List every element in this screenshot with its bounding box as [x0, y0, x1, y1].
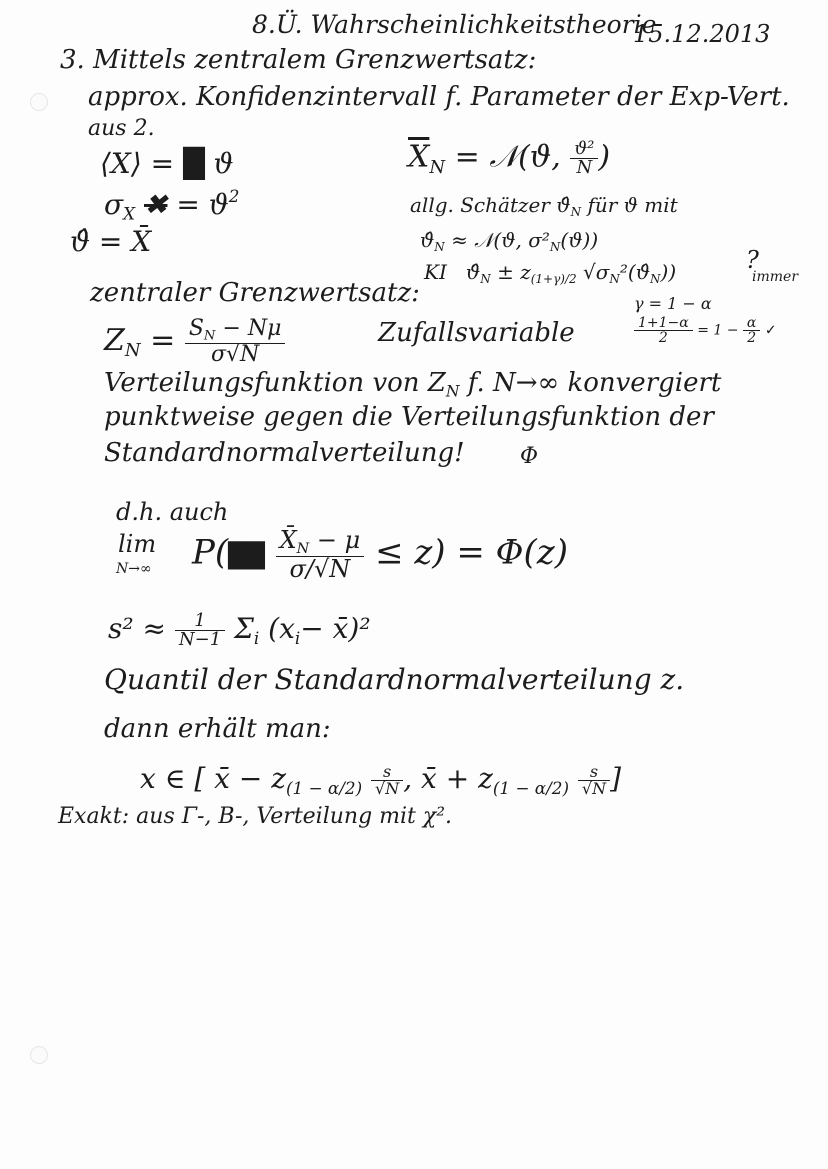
approx-distribution-note [420, 230, 598, 253]
clt-p1-sub: N [445, 382, 460, 401]
gamma-rest: = 1 − [697, 322, 739, 339]
phi-note: Φ [520, 444, 539, 469]
general-sub: N [570, 205, 582, 220]
xn-frac-den: N [576, 157, 593, 178]
variance-rest: (x [268, 612, 295, 645]
ki-sqrt: √σ [583, 260, 610, 284]
confidence-interval-result [140, 764, 621, 797]
xbar-symbol: X̄ [279, 526, 297, 554]
gamma-definition: γ = 1 − α [634, 294, 712, 313]
xn-fraction [570, 140, 598, 177]
clt-heading: zentraler Grenzwertsatz: [90, 278, 420, 308]
xn-frac-num: ϑ² [570, 140, 598, 159]
gamma-relation [634, 316, 777, 345]
ki-sqrt-rest: ²(ϑ̂ [619, 260, 651, 284]
interval-end: ] [610, 762, 622, 795]
clt-eq: = [150, 322, 176, 358]
approx-rest: ≈ 𝒩(ϑ, σ² [451, 228, 550, 252]
limit-frac-num [276, 528, 365, 557]
interval-b-sub: (1 − α/2) [492, 777, 570, 798]
limit-le: ≤ z) = Φ(z) [375, 532, 568, 573]
interval-b: , x̄ + z [403, 762, 493, 795]
gamma-frac-den: 2 [658, 330, 668, 346]
ki-label: KI [424, 260, 447, 284]
frac1-num: s [371, 764, 403, 781]
mean-lhs: ⟨X⟩ = [100, 147, 175, 180]
xn-lhs: $\overline{X}$ [408, 139, 430, 175]
limit-sub: N→∞ [116, 561, 152, 577]
crossed-out-mark: █ [183, 147, 205, 180]
checkmark-icon: ✓ [764, 322, 777, 339]
exact-note: Exakt: aus Γ-, B-, Verteilung mit χ². [58, 804, 453, 829]
clt-p1: Verteilungsfunktion von Z [104, 368, 446, 398]
estimator-formula [70, 225, 152, 258]
xn-sub: N [429, 156, 446, 178]
punch-hole [30, 1046, 48, 1064]
sample-variance-formula [108, 612, 371, 649]
variance-frac-num: 1 [175, 612, 225, 631]
clt-formula [104, 318, 285, 366]
variance-formula [104, 188, 239, 222]
frac2-den: √N [581, 779, 607, 798]
variance-rest-end: − x̄)² [300, 612, 371, 645]
crossed-out-mark: ✖ [143, 187, 168, 221]
approx-end: (ϑ)) [560, 228, 599, 252]
probability-symbol: P( [192, 532, 229, 573]
ki-sqrt-sub2: N [650, 272, 661, 287]
clt-paragraph-line-2: punktweise gegen die Verteilungsfunktion der [104, 402, 714, 432]
approx-sub2: N [549, 240, 561, 255]
page-title: 8.Ü. Wahrscheinlichkeitstheorie [252, 10, 657, 39]
zn-symbol: Z [104, 322, 125, 358]
task-line-2: approx. Konfidenzintervall f. Parameter der Exp-Vert. [88, 82, 790, 112]
clt-num-rest: − Nμ [222, 316, 282, 341]
interval-a-sub: (1 − α/2) [285, 777, 363, 798]
ki-sqrt-sub: N [609, 272, 620, 287]
frac2-num: s [578, 764, 610, 781]
ki-pm: ± z [497, 260, 531, 284]
interval-frac-1 [371, 764, 403, 797]
frac1-den: √N [375, 779, 400, 798]
gamma-frac-num: 1+1−α [634, 316, 693, 331]
sum-symbol: Σ [234, 612, 254, 645]
task-line-3: aus 2. [88, 116, 155, 141]
mean-formula [100, 147, 234, 180]
sn-symbol: S [188, 316, 204, 341]
limit-lim: lim [118, 530, 157, 558]
ki-sub: N [480, 272, 491, 287]
limit-formula [192, 526, 568, 584]
var-sub: X [123, 203, 136, 224]
clt-frac-den: σ√N [211, 341, 260, 367]
result-lead: dann erhält man: [104, 714, 331, 744]
clt-paragraph-line-1 [104, 370, 721, 400]
variance-rest-sub: i [294, 627, 301, 648]
est-rhs: X̄ [131, 225, 152, 258]
xbar-sub: N [296, 541, 310, 558]
sn-sub: N [203, 328, 216, 344]
xn-eq: = 𝒩(ϑ, [454, 139, 561, 175]
est-lhs: ϑ̂ = [70, 225, 123, 258]
approx-sub: N [434, 240, 445, 255]
clt-frac-num [185, 318, 286, 344]
general-text: allg. Schätzer ϑ̂ [410, 193, 571, 217]
ki-expr: ϑ̂ [465, 260, 481, 284]
ki-zsub: (1+γ)/2 [530, 272, 577, 287]
quantile-line [104, 663, 685, 696]
limit-fraction [276, 526, 365, 584]
ki-sqrt-end: )) [660, 260, 677, 284]
date: 15.12.2013 [633, 20, 771, 48]
var-lhs: σ [104, 187, 124, 221]
variance-frac-den: N−1 [178, 629, 222, 650]
zn-sub: N [124, 340, 141, 362]
punch-hole [30, 93, 48, 111]
quantile-text: Quantil der Standardnormalverteilung [104, 663, 652, 696]
xn-close: ) [598, 139, 611, 175]
alpha-den: 2 [747, 330, 757, 346]
approx-hat: ϑ̂ [420, 228, 435, 252]
random-variable-label: Zufallsvariable [378, 318, 575, 348]
immer-note: immer [752, 269, 799, 285]
var-rhs: = ϑ [176, 187, 229, 221]
gamma-fraction [634, 316, 693, 345]
sum-sub: i [253, 627, 260, 648]
mean-rhs: ϑ [213, 147, 234, 180]
interval-frac-2 [578, 764, 610, 797]
clt-paragraph-line-3: Standardnormalverteilung! [104, 438, 465, 468]
dh-auch: d.h. auch [116, 498, 229, 526]
variance-fraction [175, 612, 225, 649]
alpha-half-fraction [743, 316, 760, 345]
task-heading: 3. Mittels zentralem Grenzwertsatz: [60, 45, 537, 75]
xn-distribution [408, 140, 610, 177]
var-sup: 2 [228, 186, 240, 206]
general-rest: für ϑ mit [587, 193, 678, 217]
limit-num-rest: − μ [316, 526, 361, 554]
general-estimator-note [410, 195, 678, 218]
limit-frac-den: σ/√N [289, 555, 351, 584]
variance-lhs: s² ≈ [108, 612, 166, 645]
question-mark: ? [746, 246, 759, 274]
clt-fraction [185, 318, 286, 366]
clt-p1-rest: f. N→∞ konvergiert [467, 368, 722, 398]
quantile-z: z. [660, 663, 685, 696]
alpha-num: α [743, 316, 760, 331]
interval-a: x ∈ [ x̄ − z [140, 762, 286, 795]
confidence-interval-note [424, 262, 676, 285]
crossed-out-mark: ██ [228, 541, 265, 570]
